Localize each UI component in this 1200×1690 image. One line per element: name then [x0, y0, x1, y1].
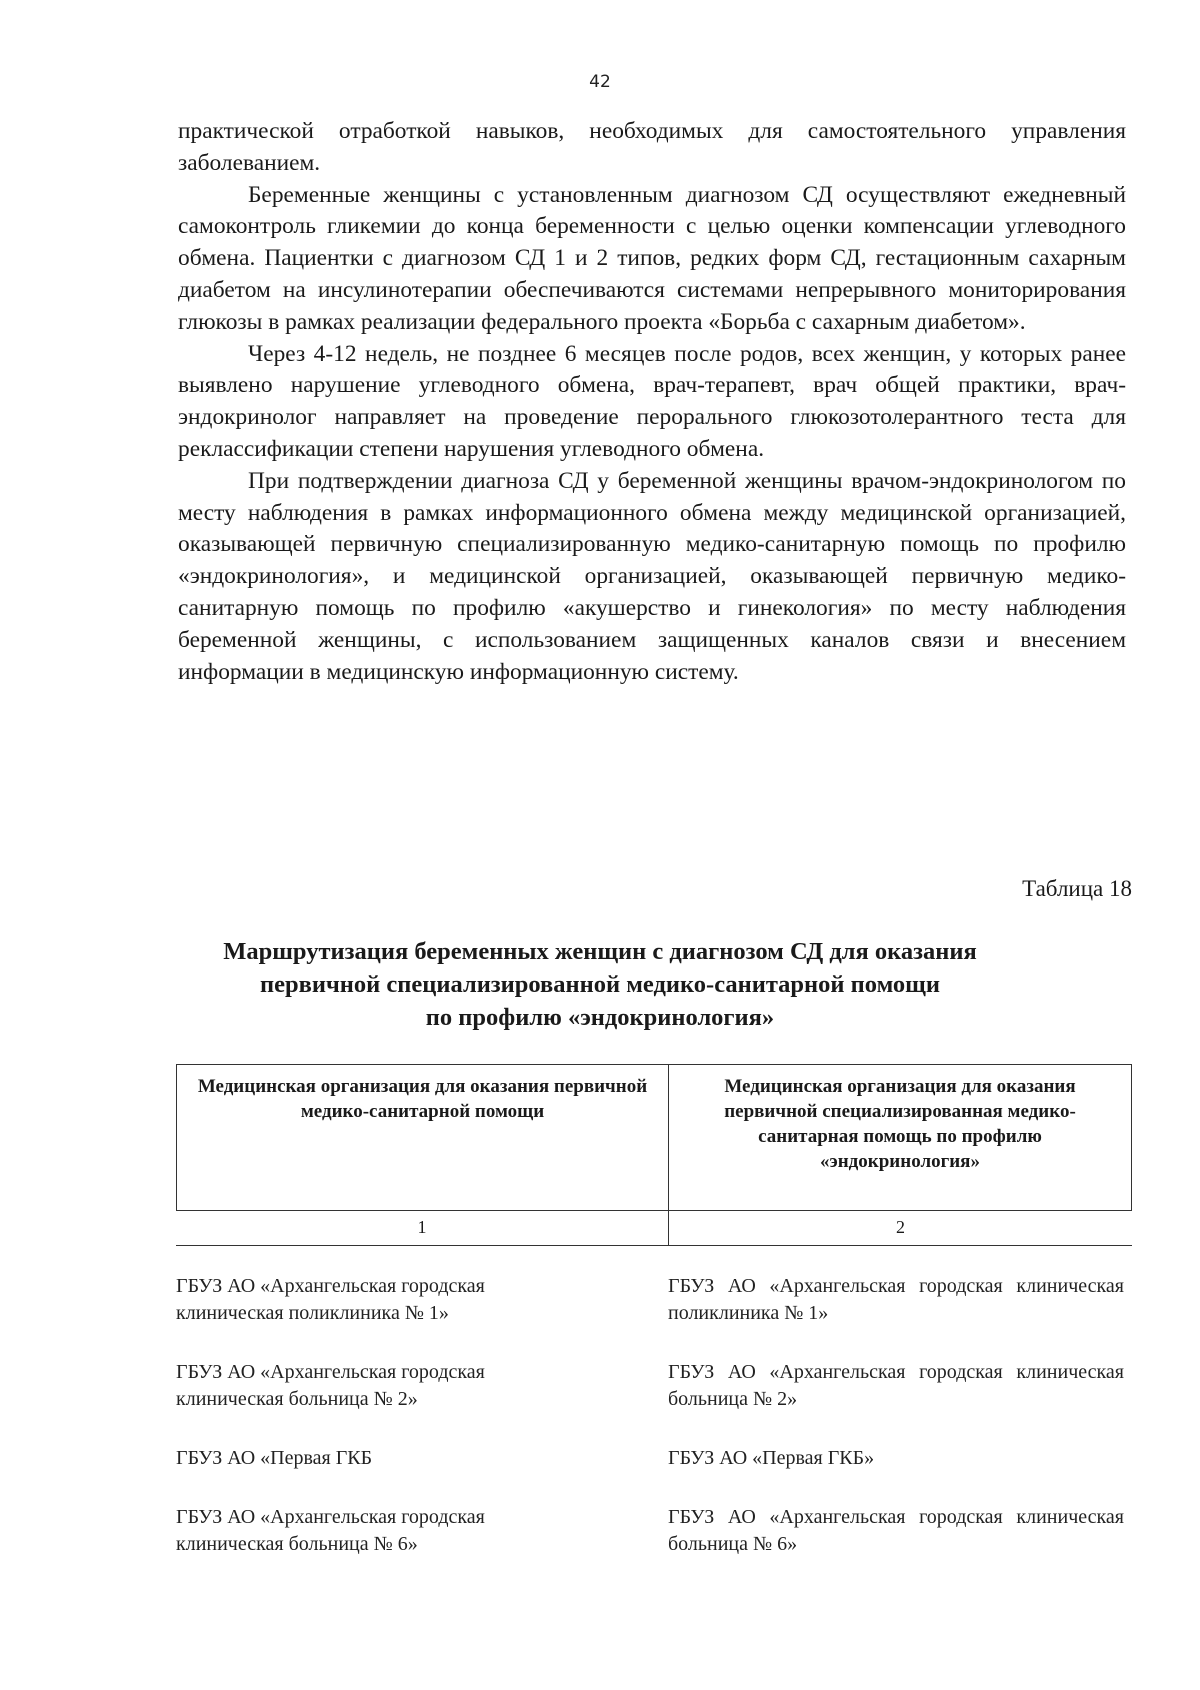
- paragraph: Беременные женщины с установленным диагнозом СД осуществляют ежедневный самоконтроль гликемии до конца беременности с целью оценки компенсации углеводного обмена. Пациентки с диагнозом СД 1 и 2 типов, редких форм СД, гестационным сахарным диабетом на инсулинотерапии обеспечиваются системами непрерывного мониторирования глюкозы в рамках реализации федерального проекта «Борьба с сахарным диабетом».: [178, 181, 1126, 335]
- table-title-line: Маршрутизация беременных женщин с диагнозом СД для оказания: [223, 938, 977, 965]
- table-cell: ГБУЗ АО «Первая ГКБ: [176, 1447, 373, 1469]
- table-header: [176, 1064, 1132, 1210]
- column-number: 2: [668, 1211, 1132, 1245]
- routing-table: [176, 1064, 1132, 1590]
- table-row: [176, 1445, 1132, 1472]
- table-row: [176, 1273, 1132, 1327]
- table-cell: ГБУЗ АО «Архангельская городская клиническая больница № 6»: [176, 1506, 485, 1555]
- column-number: 1: [417, 1217, 427, 1237]
- table-cell: ГБУЗ АО «Первая ГКБ»: [668, 1447, 875, 1469]
- column-number-row: [176, 1210, 1132, 1246]
- paragraph: практической отработкой навыков, необходимых для самостоятельного управления заболеванием.: [178, 118, 1126, 176]
- table-cell: ГБУЗ АО «Архангельская городская клиническая больница № 6»: [668, 1506, 1124, 1555]
- table-body: [176, 1273, 1132, 1558]
- table-cell: ГБУЗ АО «Архангельская городская клиническая больница № 2»: [176, 1361, 485, 1410]
- table-title: [150, 935, 1050, 1034]
- header-cell-primary-care: Медицинская организация для оказания первичной медико-санитарной помощи: [176, 1065, 668, 1210]
- page-number: 42: [589, 72, 611, 92]
- body-text: [178, 116, 1126, 688]
- table-cell: ГБУЗ АО «Архангельская городская клиническая поликлиника № 1»: [668, 1275, 1124, 1324]
- table-cell: ГБУЗ АО «Архангельская городская клиническая поликлиника № 1»: [176, 1275, 485, 1324]
- table-title-line: первичной специализированной медико-санитарной помощи: [260, 971, 940, 998]
- paragraph: При подтверждении диагноза СД у беременной женщины врачом-эндокринологом по месту наблюдения в рамках информационного обмена между медицинской организацией, оказывающей первичную специализированную медико-санитарную помощь по профилю «эндокринология», и медицинской организацией, оказывающей первичную медико-санитарную помощь по профилю «акушерство и гинекология» по месту наблюдения беременной женщины, с использованием защищенных каналов связи и внесением информации в медицинскую информационную систему.: [178, 467, 1126, 685]
- paragraph: Через 4-12 недель, не позднее 6 месяцев после родов, всех женщин, у которых ранее выявлено нарушение углеводного обмена, врач-терапевт, врач общей практики, врач-эндокринолог направляет на проведение перорального глюкозотолерантного теста для реклассификации степени нарушения углеводного обмена.: [178, 340, 1126, 462]
- table-cell: ГБУЗ АО «Архангельская городская клиническая больница № 2»: [668, 1361, 1124, 1410]
- table-row: [176, 1359, 1132, 1413]
- table-row: [176, 1504, 1132, 1558]
- header-cell-specialized-care: Медицинская организация для оказания первичной специализированная медико-санитарная помощь по профилю «эндокринология»: [668, 1065, 1132, 1210]
- table-title-line: по профилю «эндокринология»: [425, 1004, 775, 1031]
- table-label: Таблица 18: [1022, 876, 1132, 901]
